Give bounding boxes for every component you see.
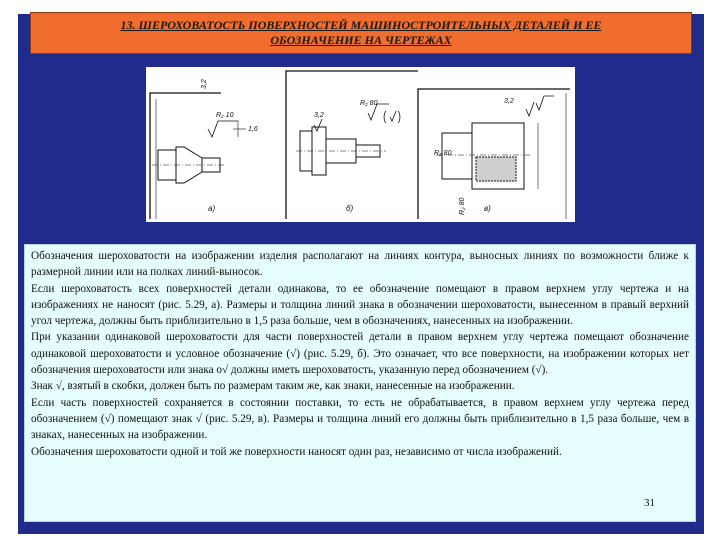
title-line-1: 13. ШЕРОХОВАТОСТЬ ПОВЕРХНОСТЕЙ МАШИНОСТРОИТЕЛЬНЫХ ДЕТАЛЕЙ И ЕЕ (120, 18, 602, 32)
paragraph-1: Обозначения шероховатости на изображении изделия располагают на линиях контура, выносных линиях по возможности ближе к размерной линии или на полках линий-выносок. (31, 250, 689, 279)
figure-drawing (146, 67, 575, 222)
paragraph-6: Обозначения шероховатости одной и той же поверхности наносят один раз, независимо от числа изображений. (31, 445, 562, 458)
label-b: б) (346, 204, 354, 213)
label-dim-top-a: 3,2 (201, 79, 208, 89)
title-line-2: ОБОЗНАЧЕНИЕ НА ЧЕРТЕЖАХ (270, 33, 452, 47)
body-text-box (24, 244, 696, 522)
label-mark-v: 3,2 (504, 98, 514, 105)
label-mark-b: 3,2 (314, 112, 324, 119)
label-ra-v: R₂ 80 (434, 150, 452, 157)
roughness-figure (146, 67, 575, 222)
paragraph-5: Если часть поверхностей сохраняется в состоянии поставки, то есть не обрабатывается, в правом верхнем углу чертежа перед обозначением (√) помещают знак √ (рис. 5.29, в). Размеры и толщина линий его должны быть приблизительно в 1,5 раза больше, чем в знаках, нанесенных на изображении. (31, 396, 689, 442)
paragraph-2: Если шероховатость всех поверхностей детали одинакова, то ее обозначение помещают в правом верхнем углу чертежа и на изображениях не наносят (рис. 5.29, а). Размеры и толщина линий знака в обозначении шероховатости, вынесенном в правый верхний угол чертежа, должны быть приблизительно в 1,5 раза больше, чем в обозначениях, нанесенных на изображении. (31, 282, 689, 328)
part-a-shaft (152, 147, 226, 183)
frame-a (150, 93, 221, 219)
slide-title (30, 12, 692, 54)
label-ra-b: R₂ 80 (360, 100, 378, 107)
label-v: в) (484, 204, 491, 213)
page-number: 31 (644, 496, 655, 509)
frame-b (286, 71, 418, 219)
label-a: а) (208, 204, 216, 213)
label-ra-v2: R₂ 80 (459, 197, 466, 215)
paragraph-4: Знак √, взятый в скобки, должен быть по размерам таким же, как знаки, нанесенные на изображении. (31, 380, 515, 393)
part-b-shaft (296, 127, 386, 175)
label-ra-a: R₂ 10 (216, 112, 234, 119)
paragraph-3: При указании одинаковой шероховатости для части поверхностей детали в правом верхнем углу чертежа помещают обозначение одинаковой шероховатости и условное обозначение (√) (рис. 5.29, б). Это означает, что все поверхности, на изображении которых нет обозначения шероховатости или знака о√ должны иметь шероховатость, указанную перед обозначением (√). (31, 331, 689, 377)
label-dim-a: 1,6 (248, 126, 258, 133)
